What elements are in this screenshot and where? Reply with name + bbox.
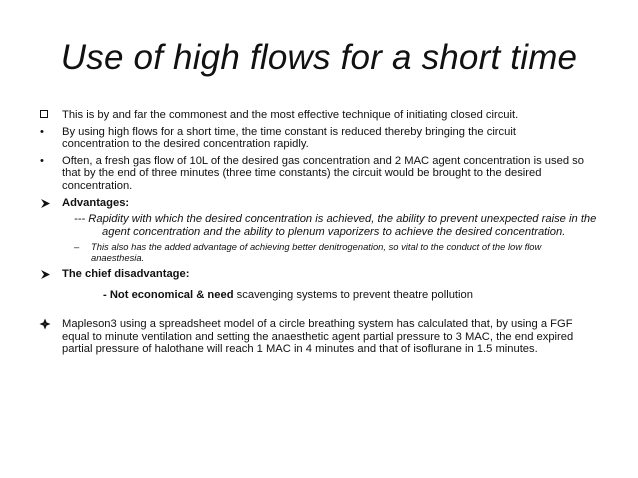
list-item xyxy=(0,213,638,238)
arrow-bullet-icon xyxy=(40,197,51,209)
list-item xyxy=(0,318,638,356)
square-bullet-icon xyxy=(40,109,48,122)
list-item xyxy=(0,242,638,264)
dash-bullet-icon: – xyxy=(74,241,80,253)
list-item xyxy=(0,109,638,122)
disadvantage-bold-text: - Not economical & need xyxy=(103,288,234,301)
list-item xyxy=(0,197,638,210)
list-item xyxy=(0,268,638,281)
slide-title: Use of high flows for a short time xyxy=(60,38,578,77)
dot-bullet-icon: • xyxy=(40,125,44,138)
slide-body xyxy=(0,108,638,356)
item-text: This is by and far the commonest and the most effective technique of initiating closed circuit. xyxy=(62,109,519,121)
diamond-bullet-icon xyxy=(39,318,51,330)
arrow-bullet-icon xyxy=(40,268,51,280)
advantages-heading: Advantages: xyxy=(62,196,130,209)
item-text: Mapleson3 using a spreadsheet model of a circle breathing system has calculated that, by using a FGF equal to minute ventilation and setting the anaesthetic agent partial pressure to 3 MAC, the end expired partial pressure of halothane will reach 1 MAC in 4 minutes and that of isoflurane in 1.5 minutes. xyxy=(62,318,574,356)
list-item xyxy=(0,126,638,151)
item-text: By using high flows for a short time, the time constant is reduced thereby bringing the circuit concentration to the desired concentration rapidly. xyxy=(62,125,516,151)
item-text: --- Rapidity with which the desired concentration is achieved, the ability to prevent unexpected raise in the agent concentration and the ability to plenum vaporizers to achieve the desired concentration. xyxy=(74,213,597,238)
item-text: Often, a fresh gas flow of 10L of the desired gas concentration and 2 MAC agent concentration is used so that by the end of three minutes (three time constants) the circuit would be brought to the desired concentration. xyxy=(62,154,584,192)
disadvantage-heading: The chief disadvantage: xyxy=(62,267,190,280)
item-text: This also has the added advantage of achieving better denitrogenation, so vital to the conduct of the low flow anaesthesia. xyxy=(91,241,542,264)
item-text xyxy=(103,289,638,302)
disadvantage-rest-text: scavenging systems to prevent theatre pollution xyxy=(233,288,473,301)
list-item xyxy=(0,289,638,302)
dot-bullet-icon: • xyxy=(40,154,44,167)
list-item xyxy=(0,155,638,193)
